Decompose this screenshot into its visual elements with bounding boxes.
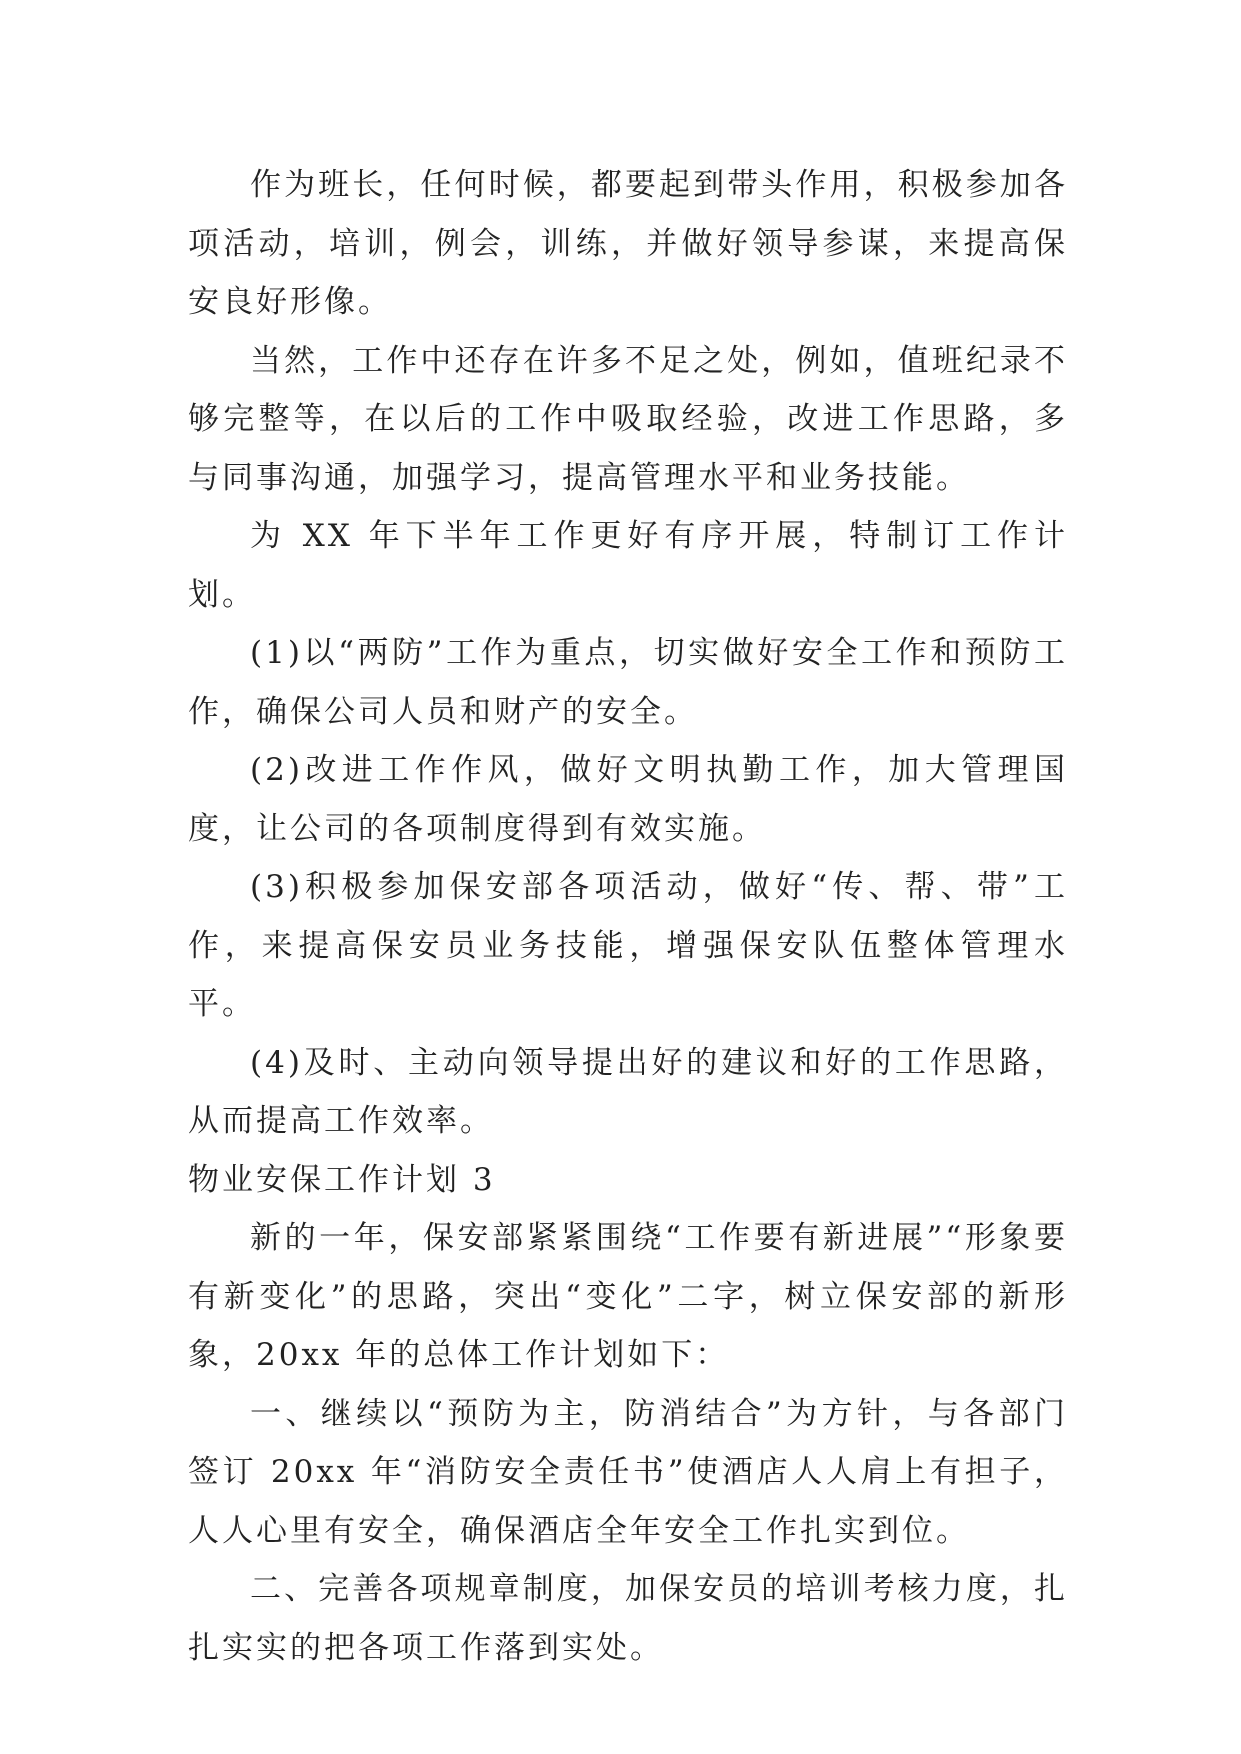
- paragraph-plan-intro: 为 XX 年下半年工作更好有序开展，特制订工作计划。: [188, 518, 1068, 613]
- paragraph-monitor-role: 作为班长，任何时候，都要起到带头作用，积极参加各项活动，培训，例会，训练，并做好领导参谋，来提高保安良好形像。: [188, 167, 1068, 320]
- paragraph-new-year: 新的一年，保安部紧紧围绕“工作要有新进展”“形象要有新变化”的思路，突出“变化”二字，树立保安部的新形象，20xx 年的总体工作计划如下：: [188, 1220, 1068, 1373]
- paragraph-shortcomings: 当然，工作中还存在许多不足之处，例如，值班纪录不够完整等，在以后的工作中吸取经验，改进工作思路，多与同事沟通，加强学习，提高管理水平和业务技能。: [188, 342, 1068, 496]
- plan-item-1: (1)以“两防”工作为重点，切实做好安全工作和预防工作，确保公司人员和财产的安全。: [188, 635, 1068, 730]
- plan-point-two: 二、完善各项规章制度，加保安员的培训考核力度，扎扎实实的把各项工作落到实处。: [188, 1571, 1068, 1666]
- section-heading: 物业安保工作计划 3: [188, 1161, 496, 1198]
- document-body: [188, 156, 1068, 1677]
- plan-item-3: (3)积极参加保安部各项活动，做好“传、帮、带”工作，来提高保安员业务技能，增强保安队伍整体管理水平。: [188, 869, 1068, 1022]
- plan-item-4: (4)及时、主动向领导提出好的建议和好的工作思路，从而提高工作效率。: [188, 1044, 1068, 1139]
- plan-item-2: (2)改进工作作风，做好文明执勤工作，加大管理国度，让公司的各项制度得到有效实施。: [188, 752, 1068, 847]
- plan-point-one: 一、继续以“预防为主，防消结合”为方针，与各部门签订 20xx 年“消防安全责任书”使酒店人人肩上有担子，人人心里有安全，确保酒店全年安全工作扎实到位。: [188, 1395, 1068, 1549]
